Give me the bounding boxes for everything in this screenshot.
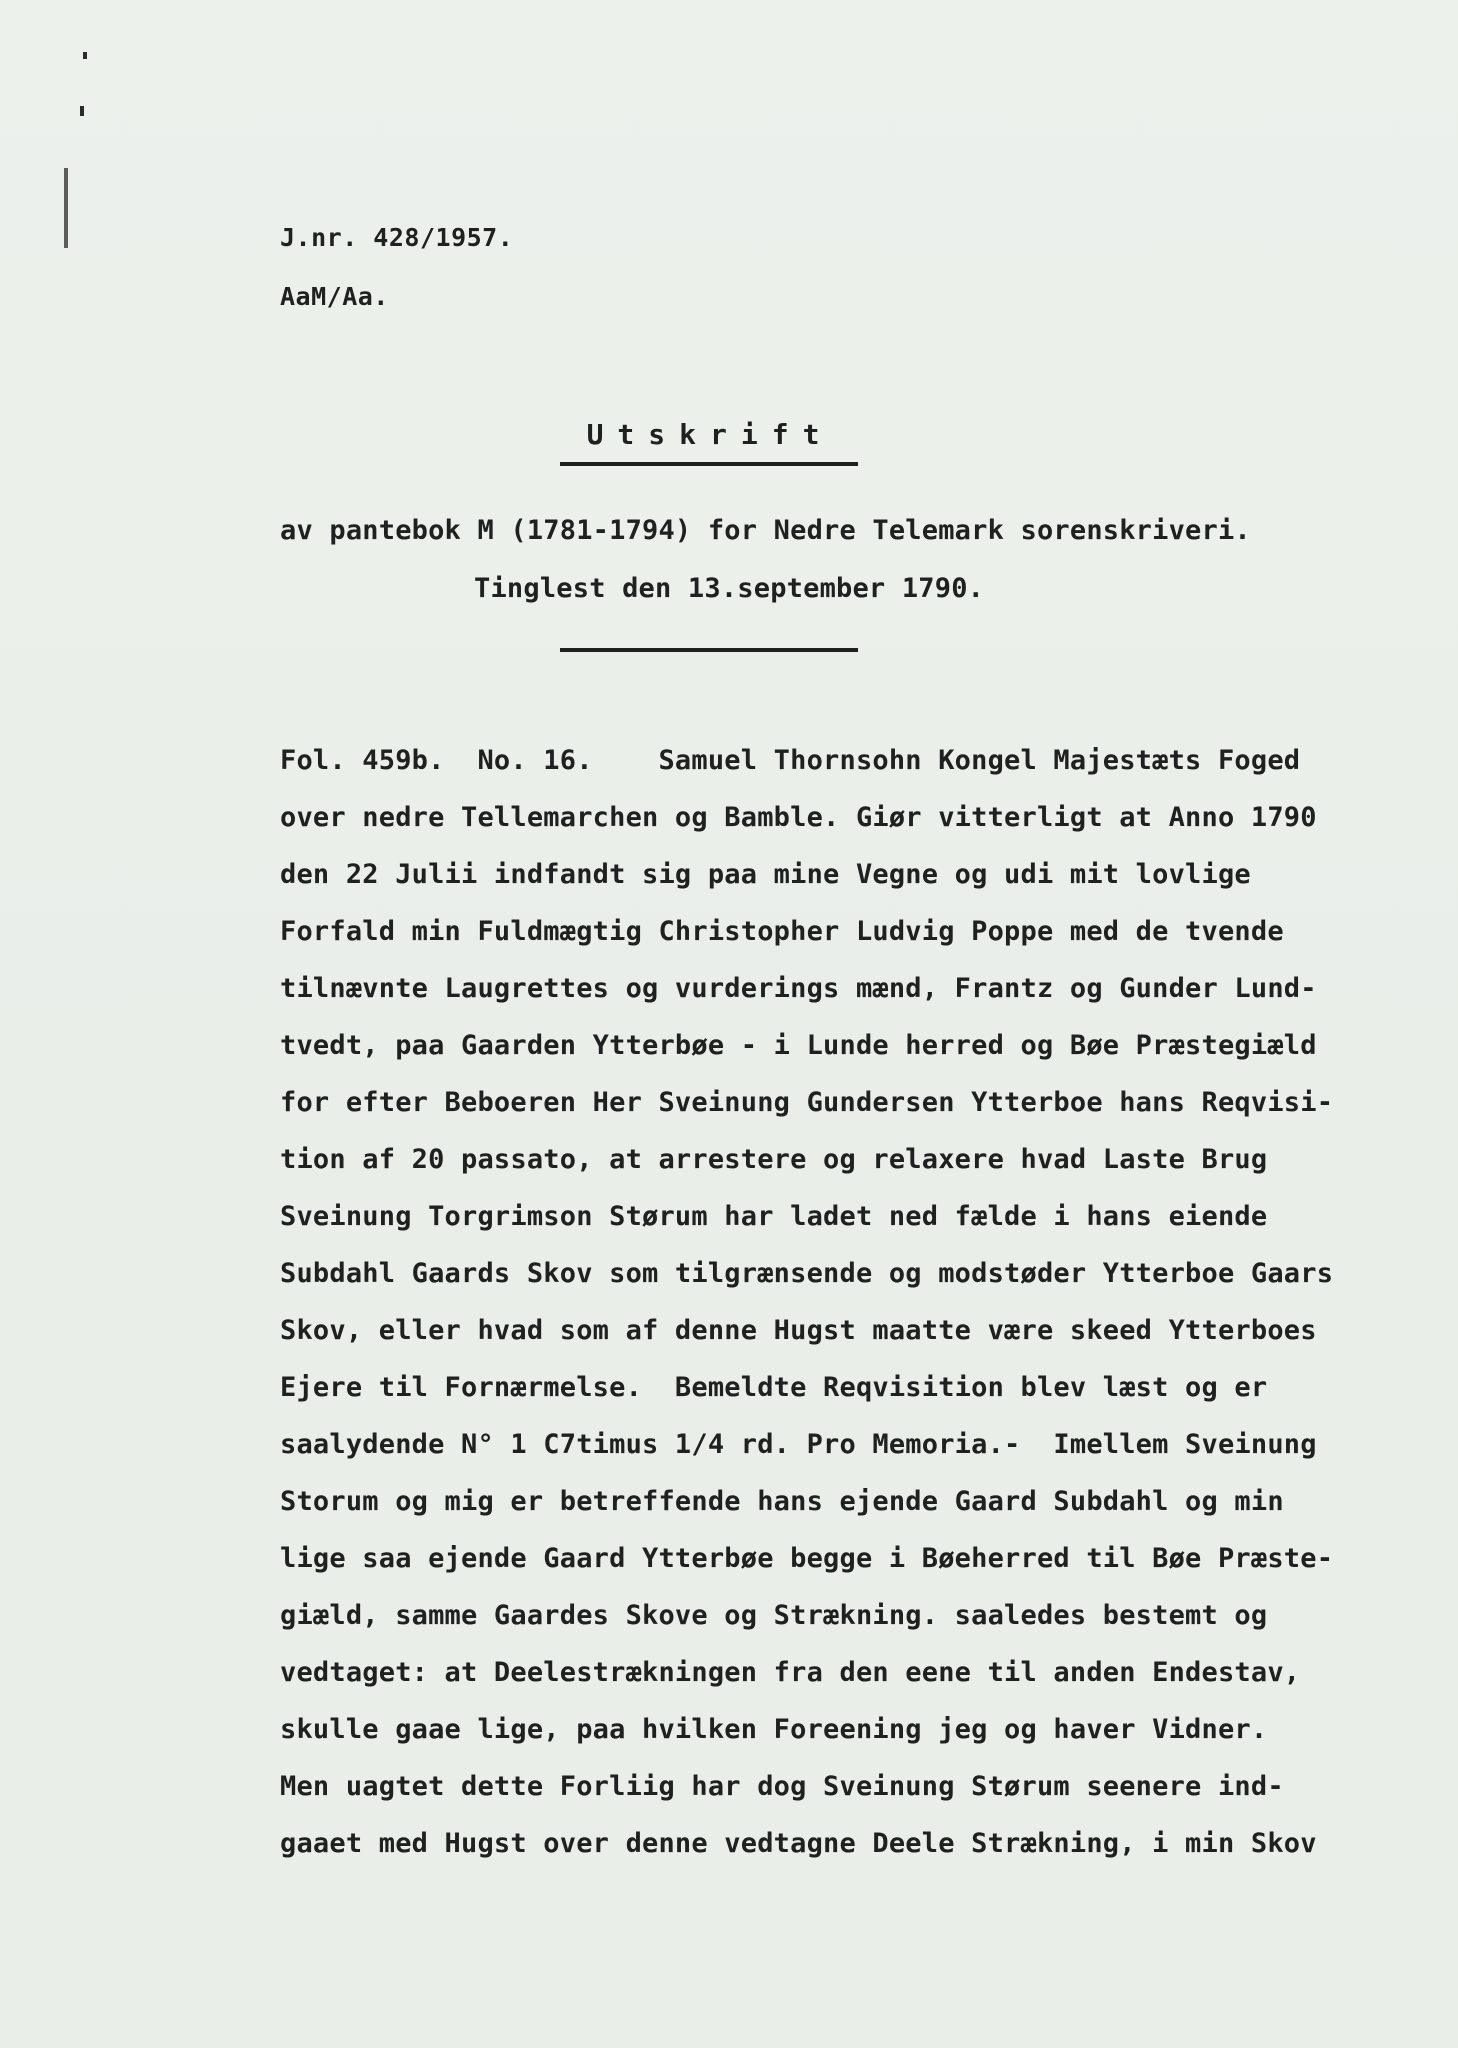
body-line-8: tion af 20 passato, at arrestere og relaxere hvad Laste Brug bbox=[280, 1144, 1268, 1175]
section-rule bbox=[560, 648, 858, 652]
registered-line: Tinglest den 13.september 1790. bbox=[474, 573, 985, 604]
source-line: av pantebok M (1781-1794) for Nedre Telemark sorenskriveri. bbox=[280, 515, 1251, 546]
edge-mark-lower bbox=[64, 168, 68, 248]
body-line-6: tvedt, paa Gaarden Ytterbøe - i Lunde herred og Bøe Præstegiæld bbox=[280, 1030, 1317, 1061]
body-line-10: Subdahl Gaards Skov som tilgrænsende og modstøder Ytterboe Gaars bbox=[280, 1258, 1334, 1289]
body-line-15: lige saa ejende Gaard Ytterbøe begge i Bøeherred til Bøe Præste- bbox=[280, 1543, 1334, 1574]
body-line-19: Men uagtet dette Forliig har dog Sveinung Størum seenere ind- bbox=[280, 1771, 1284, 1802]
body-line-2: over nedre Tellemarchen og Bamble. Giør vitterligt at Anno 1790 bbox=[280, 802, 1317, 833]
body-line-5: tilnævnte Laugrettes og vurderings mænd, Frantz og Gunder Lund- bbox=[280, 973, 1317, 1004]
edge-mark-middle bbox=[80, 106, 84, 116]
body-line-4: Forfald min Fuldmægtig Christopher Ludvig Poppe med de tvende bbox=[280, 916, 1284, 947]
journal-number: J.nr. 428/1957. bbox=[280, 223, 514, 252]
body-line-16: giæld, samme Gaardes Skove og Strækning. saaledes bestemt og bbox=[280, 1600, 1268, 1631]
body-line-9: Sveinung Torgrimson Størum har ladet ned fælde i hans eiende bbox=[280, 1201, 1268, 1232]
body-line-11: Skov, eller hvad som af denne Hugst maatte være skeed Ytterboes bbox=[280, 1315, 1317, 1346]
document-title: Utskrift bbox=[586, 418, 834, 451]
edge-mark-top bbox=[83, 52, 87, 59]
body-line-20: gaaet med Hugst over denne vedtagne Deele Strækning, i min Skov bbox=[280, 1828, 1317, 1859]
body-line-7: for efter Beboeren Her Sveinung Gundersen Ytterboe hans Reqvisi- bbox=[280, 1087, 1334, 1118]
body-line-12: Ejere til Fornærmelse. Bemeldte Reqvisition blev læst og er bbox=[280, 1372, 1268, 1403]
body-line-3: den 22 Julii indfandt sig paa mine Vegne og udi mit lovlige bbox=[280, 859, 1251, 890]
body-line-14: Storum og mig er betreffende hans ejende Gaard Subdahl og min bbox=[280, 1486, 1284, 1517]
title-underline bbox=[560, 462, 858, 466]
body-line-17: vedtaget: at Deelestrækningen fra den eene til anden Endestav, bbox=[280, 1657, 1301, 1688]
case-initials: AaM/Aa. bbox=[280, 282, 389, 311]
body-line-18: skulle gaae lige, paa hvilken Foreening jeg og haver Vidner. bbox=[280, 1714, 1268, 1745]
document-body bbox=[280, 732, 1410, 1872]
body-line-13: saalydende N° 1 C7timus 1/4 rd. Pro Memoria.- Imellem Sveinung bbox=[280, 1429, 1317, 1460]
body-line-1: Fol. 459b. No. 16. Samuel Thornsohn Kongel Majestæts Foged bbox=[280, 745, 1301, 776]
